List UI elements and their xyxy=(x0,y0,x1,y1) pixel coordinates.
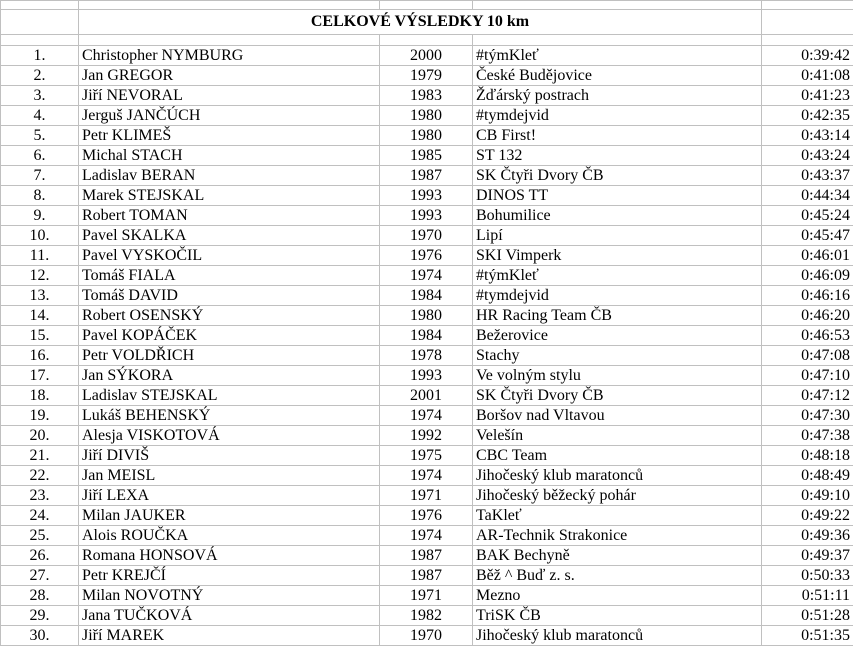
birth-year-cell[interactable]: 1980 xyxy=(380,106,473,126)
finish-time-cell[interactable]: 0:51:11 xyxy=(762,586,853,606)
runner-name-cell[interactable]: Petr KLIMEŠ xyxy=(79,126,380,146)
birth-year-cell[interactable]: 1974 xyxy=(380,406,473,426)
empty-cell[interactable] xyxy=(473,35,762,46)
finish-time-cell[interactable]: 0:46:09 xyxy=(762,266,853,286)
finish-time-cell[interactable]: 0:43:14 xyxy=(762,126,853,146)
finish-time-cell[interactable]: 0:48:18 xyxy=(762,446,853,466)
club-cell[interactable]: CBC Team xyxy=(473,446,762,466)
rank-cell[interactable]: 7. xyxy=(1,166,79,186)
birth-year-cell[interactable]: 1970 xyxy=(380,626,473,646)
club-cell[interactable]: Bežerovice xyxy=(473,326,762,346)
birth-year-cell[interactable]: 1980 xyxy=(380,306,473,326)
rank-cell[interactable]: 25. xyxy=(1,526,79,546)
club-cell[interactable]: TriSK ČB xyxy=(473,606,762,626)
finish-time-cell[interactable]: 0:49:10 xyxy=(762,486,853,506)
runner-name-cell[interactable]: Milan NOVOTNÝ xyxy=(79,586,380,606)
club-cell[interactable]: #týmKleť xyxy=(473,46,762,66)
rank-cell[interactable]: 30. xyxy=(1,626,79,646)
rank-cell[interactable]: 29. xyxy=(1,606,79,626)
result-row xyxy=(1,626,853,646)
runner-name-cell[interactable]: Pavel VYSKOČIL xyxy=(79,246,380,266)
birth-year-cell[interactable]: 1984 xyxy=(380,286,473,306)
club-cell[interactable]: Stachy xyxy=(473,346,762,366)
result-row xyxy=(1,566,853,586)
empty-cell[interactable] xyxy=(762,1,853,10)
finish-time-cell[interactable]: 0:49:36 xyxy=(762,526,853,546)
runner-name-cell[interactable]: Robert OSENSKÝ xyxy=(79,306,380,326)
birth-year-cell[interactable]: 1987 xyxy=(380,546,473,566)
empty-cell[interactable] xyxy=(380,1,473,10)
club-cell[interactable]: SK Čtyři Dvory ČB xyxy=(473,166,762,186)
club-cell[interactable]: České Budějovice xyxy=(473,66,762,86)
runner-name-cell[interactable]: Tomáš FIALA xyxy=(79,266,380,286)
birth-year-cell[interactable]: 1979 xyxy=(380,66,473,86)
finish-time-cell[interactable]: 0:43:24 xyxy=(762,146,853,166)
empty-cell[interactable] xyxy=(380,35,473,46)
runner-name-cell[interactable]: Pavel KOPÁČEK xyxy=(79,326,380,346)
rank-cell[interactable]: 18. xyxy=(1,386,79,406)
result-row xyxy=(1,486,853,506)
empty-cell[interactable] xyxy=(762,10,853,35)
birth-year-cell[interactable]: 1980 xyxy=(380,126,473,146)
result-row xyxy=(1,446,853,466)
runner-name-cell[interactable]: Jan SÝKORA xyxy=(79,366,380,386)
finish-time-cell[interactable]: 0:49:22 xyxy=(762,506,853,526)
rank-cell[interactable]: 13. xyxy=(1,286,79,306)
birth-year-cell[interactable]: 1985 xyxy=(380,146,473,166)
runner-name-cell[interactable]: Alois ROUČKA xyxy=(79,526,380,546)
finish-time-cell[interactable]: 0:49:37 xyxy=(762,546,853,566)
result-row xyxy=(1,586,853,606)
runner-name-cell[interactable]: Christopher NYMBURG xyxy=(79,46,380,66)
finish-time-cell[interactable]: 0:50:33 xyxy=(762,566,853,586)
club-cell[interactable]: Velešín xyxy=(473,426,762,446)
runner-name-cell[interactable]: Alesja VISKOTOVÁ xyxy=(79,426,380,446)
finish-time-cell[interactable]: 0:39:42 xyxy=(762,46,853,66)
club-cell[interactable]: SK Čtyři Dvory ČB xyxy=(473,386,762,406)
runner-name-cell[interactable]: Pavel SKALKA xyxy=(79,226,380,246)
runner-name-cell[interactable]: Petr KREJČÍ xyxy=(79,566,380,586)
club-cell[interactable]: Boršov nad Vltavou xyxy=(473,406,762,426)
result-row xyxy=(1,86,853,106)
finish-time-cell[interactable]: 0:51:35 xyxy=(762,626,853,646)
title-row xyxy=(1,10,853,35)
rank-cell[interactable]: 21. xyxy=(1,446,79,466)
rank-cell[interactable]: 3. xyxy=(1,86,79,106)
result-row xyxy=(1,346,853,366)
runner-name-cell[interactable]: Jan GREGOR xyxy=(79,66,380,86)
rank-cell[interactable]: 20. xyxy=(1,426,79,446)
result-row xyxy=(1,406,853,426)
result-row xyxy=(1,326,853,346)
runner-name-cell[interactable]: Ladislav STEJSKAL xyxy=(79,386,380,406)
club-cell[interactable]: Bohumilice xyxy=(473,206,762,226)
finish-time-cell[interactable]: 0:47:30 xyxy=(762,406,853,426)
result-row xyxy=(1,226,853,246)
result-row xyxy=(1,106,853,126)
club-cell[interactable]: Jihočeský běžecký pohár xyxy=(473,486,762,506)
birth-year-cell[interactable]: 1976 xyxy=(380,246,473,266)
runner-name-cell[interactable]: Jerguš JANČÚCH xyxy=(79,106,380,126)
birth-year-cell[interactable]: 1978 xyxy=(380,346,473,366)
birth-year-cell[interactable]: 1974 xyxy=(380,266,473,286)
rank-cell[interactable]: 12. xyxy=(1,266,79,286)
result-row xyxy=(1,606,853,626)
rank-cell[interactable]: 9. xyxy=(1,206,79,226)
rank-cell[interactable]: 10. xyxy=(1,226,79,246)
result-row xyxy=(1,246,853,266)
rank-cell[interactable]: 14. xyxy=(1,306,79,326)
rank-cell[interactable]: 15. xyxy=(1,326,79,346)
rank-cell[interactable]: 16. xyxy=(1,346,79,366)
finish-time-cell[interactable]: 0:42:35 xyxy=(762,106,853,126)
empty-row xyxy=(1,35,853,46)
result-row xyxy=(1,206,853,226)
birth-year-cell[interactable]: 1987 xyxy=(380,166,473,186)
finish-time-cell[interactable]: 0:41:08 xyxy=(762,66,853,86)
birth-year-cell[interactable]: 1993 xyxy=(380,186,473,206)
empty-cell[interactable] xyxy=(762,35,853,46)
rank-cell[interactable]: 17. xyxy=(1,366,79,386)
club-cell[interactable]: DINOS TT xyxy=(473,186,762,206)
finish-time-cell[interactable]: 0:44:34 xyxy=(762,186,853,206)
birth-year-cell[interactable]: 1975 xyxy=(380,446,473,466)
club-cell[interactable]: AR-Technik Strakonice xyxy=(473,526,762,546)
empty-cell[interactable] xyxy=(1,35,79,46)
empty-cell[interactable] xyxy=(473,1,762,10)
birth-year-cell[interactable]: 1971 xyxy=(380,486,473,506)
birth-year-cell[interactable]: 1970 xyxy=(380,226,473,246)
birth-year-cell[interactable]: 1993 xyxy=(380,366,473,386)
rank-cell[interactable]: 2. xyxy=(1,66,79,86)
rank-cell[interactable]: 6. xyxy=(1,146,79,166)
rank-cell[interactable]: 19. xyxy=(1,406,79,426)
club-cell[interactable]: Mezno xyxy=(473,586,762,606)
rank-cell[interactable]: 8. xyxy=(1,186,79,206)
rank-cell[interactable]: 28. xyxy=(1,586,79,606)
rank-cell[interactable]: 11. xyxy=(1,246,79,266)
runner-name-cell[interactable]: Jan MEISL xyxy=(79,466,380,486)
result-row xyxy=(1,186,853,206)
runner-name-cell[interactable]: Petr VOLDŘICH xyxy=(79,346,380,366)
runner-name-cell[interactable]: Jiří LEXA xyxy=(79,486,380,506)
finish-time-cell[interactable]: 0:47:38 xyxy=(762,426,853,446)
result-row xyxy=(1,146,853,166)
page-title[interactable]: CELKOVÉ VÝSLEDKY 10 km xyxy=(79,10,762,35)
club-cell[interactable]: #týmKleť xyxy=(473,266,762,286)
result-row xyxy=(1,546,853,566)
finish-time-cell[interactable]: 0:51:28 xyxy=(762,606,853,626)
club-cell[interactable]: Jihočeský klub maratonců xyxy=(473,466,762,486)
runner-name-cell[interactable]: Lukáš BEHENSKÝ xyxy=(79,406,380,426)
finish-time-cell[interactable]: 0:47:10 xyxy=(762,366,853,386)
birth-year-cell[interactable]: 1983 xyxy=(380,86,473,106)
club-cell[interactable]: TaKleť xyxy=(473,506,762,526)
birth-year-cell[interactable]: 2001 xyxy=(380,386,473,406)
club-cell[interactable]: #tymdejvid xyxy=(473,286,762,306)
result-row xyxy=(1,306,853,326)
result-row xyxy=(1,126,853,146)
finish-time-cell[interactable]: 0:46:20 xyxy=(762,306,853,326)
result-row xyxy=(1,526,853,546)
rank-cell[interactable]: 26. xyxy=(1,546,79,566)
empty-row xyxy=(1,1,853,10)
runner-name-cell[interactable]: Jiří DIVIŠ xyxy=(79,446,380,466)
runner-name-cell[interactable]: Jiří MAREK xyxy=(79,626,380,646)
club-cell[interactable]: SKI Vimperk xyxy=(473,246,762,266)
birth-year-cell[interactable]: 1976 xyxy=(380,506,473,526)
club-cell[interactable]: Běž ^ Buď z. s. xyxy=(473,566,762,586)
rank-cell[interactable]: 22. xyxy=(1,466,79,486)
finish-time-cell[interactable]: 0:46:16 xyxy=(762,286,853,306)
birth-year-cell[interactable]: 1987 xyxy=(380,566,473,586)
result-row xyxy=(1,366,853,386)
finish-time-cell[interactable]: 0:46:53 xyxy=(762,326,853,346)
club-cell[interactable]: #tymdejvid xyxy=(473,106,762,126)
empty-cell[interactable] xyxy=(1,10,79,35)
runner-name-cell[interactable]: Romana HONSOVÁ xyxy=(79,546,380,566)
club-cell[interactable]: CB First! xyxy=(473,126,762,146)
finish-time-cell[interactable]: 0:45:24 xyxy=(762,206,853,226)
finish-time-cell[interactable]: 0:43:37 xyxy=(762,166,853,186)
empty-cell[interactable] xyxy=(1,1,79,10)
rank-cell[interactable]: 4. xyxy=(1,106,79,126)
runner-name-cell[interactable]: Tomáš DAVID xyxy=(79,286,380,306)
club-cell[interactable]: HR Racing Team ČB xyxy=(473,306,762,326)
result-row xyxy=(1,46,853,66)
runner-name-cell[interactable]: Ladislav BERAN xyxy=(79,166,380,186)
runner-name-cell[interactable]: Jana TUČKOVÁ xyxy=(79,606,380,626)
club-cell[interactable]: BAK Bechyně xyxy=(473,546,762,566)
birth-year-cell[interactable]: 1974 xyxy=(380,526,473,546)
club-cell[interactable]: Jihočeský klub maratonců xyxy=(473,626,762,646)
finish-time-cell[interactable]: 0:48:49 xyxy=(762,466,853,486)
empty-cell[interactable] xyxy=(79,1,380,10)
runner-name-cell[interactable]: Jiří NEVORAL xyxy=(79,86,380,106)
finish-time-cell[interactable]: 0:46:01 xyxy=(762,246,853,266)
rank-cell[interactable]: 24. xyxy=(1,506,79,526)
club-cell[interactable]: Lipí xyxy=(473,226,762,246)
birth-year-cell[interactable]: 1992 xyxy=(380,426,473,446)
results-table-body xyxy=(1,1,853,646)
club-cell[interactable]: ST 132 xyxy=(473,146,762,166)
result-row xyxy=(1,386,853,406)
finish-time-cell[interactable]: 0:47:12 xyxy=(762,386,853,406)
birth-year-cell[interactable]: 1982 xyxy=(380,606,473,626)
runner-name-cell[interactable]: Robert TOMAN xyxy=(79,206,380,226)
result-row xyxy=(1,66,853,86)
runner-name-cell[interactable]: Michal STACH xyxy=(79,146,380,166)
birth-year-cell[interactable]: 1971 xyxy=(380,586,473,606)
birth-year-cell[interactable]: 1993 xyxy=(380,206,473,226)
club-cell[interactable]: Ve volným stylu xyxy=(473,366,762,386)
runner-name-cell[interactable]: Marek STEJSKAL xyxy=(79,186,380,206)
result-row xyxy=(1,286,853,306)
result-row xyxy=(1,266,853,286)
runner-name-cell[interactable]: Milan JAUKER xyxy=(79,506,380,526)
birth-year-cell[interactable]: 1974 xyxy=(380,466,473,486)
empty-cell[interactable] xyxy=(79,35,380,46)
result-row xyxy=(1,466,853,486)
birth-year-cell[interactable]: 2000 xyxy=(380,46,473,66)
rank-cell[interactable]: 5. xyxy=(1,126,79,146)
result-row xyxy=(1,426,853,446)
result-row xyxy=(1,166,853,186)
rank-cell[interactable]: 1. xyxy=(1,46,79,66)
result-row xyxy=(1,506,853,526)
finish-time-cell[interactable]: 0:41:23 xyxy=(762,86,853,106)
rank-cell[interactable]: 23. xyxy=(1,486,79,506)
finish-time-cell[interactable]: 0:45:47 xyxy=(762,226,853,246)
finish-time-cell[interactable]: 0:47:08 xyxy=(762,346,853,366)
club-cell[interactable]: Žďárský postrach xyxy=(473,86,762,106)
birth-year-cell[interactable]: 1984 xyxy=(380,326,473,346)
rank-cell[interactable]: 27. xyxy=(1,566,79,586)
